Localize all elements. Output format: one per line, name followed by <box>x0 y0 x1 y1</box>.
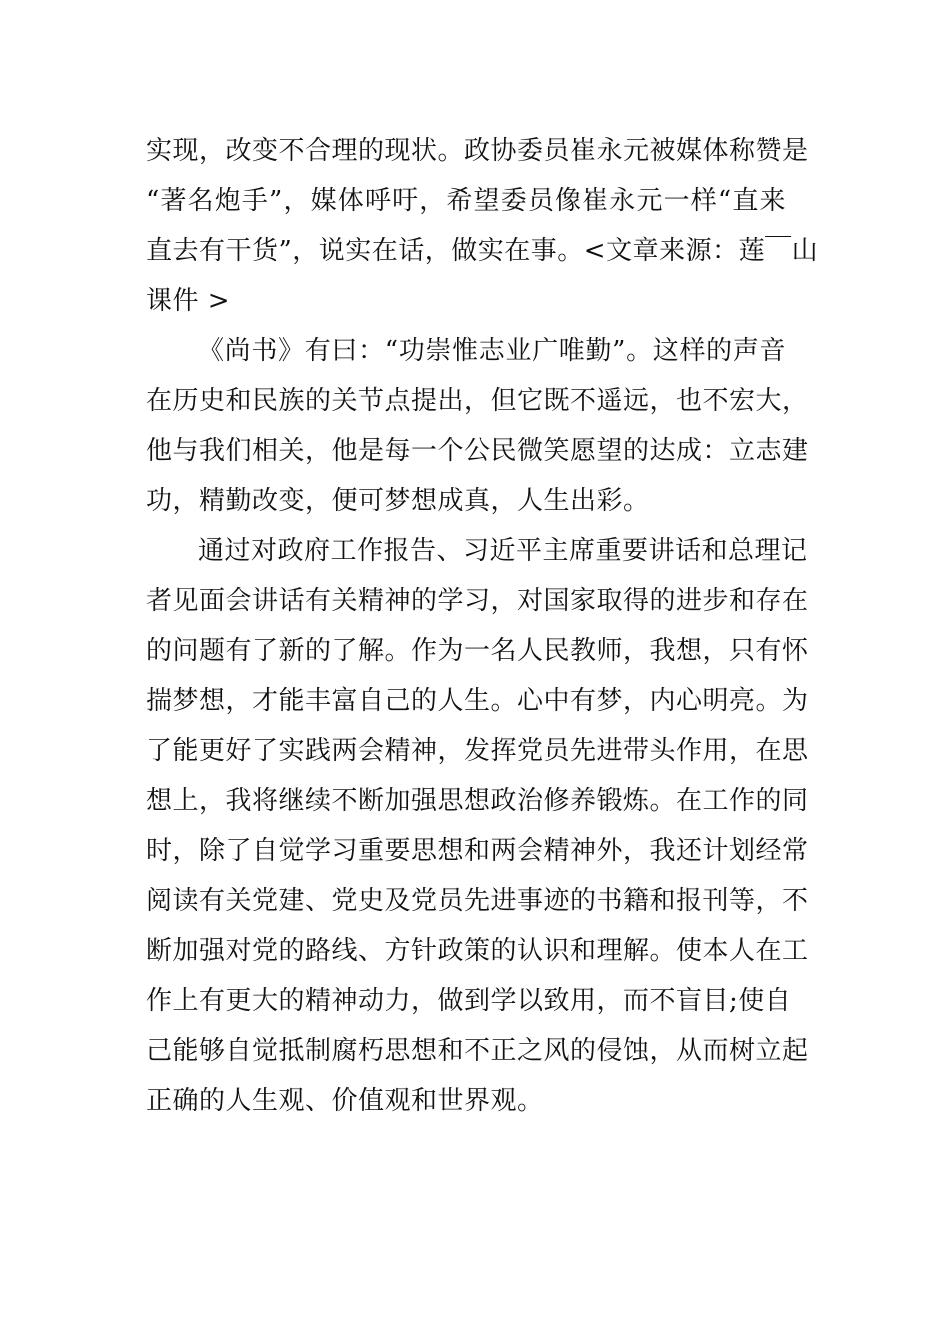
text-line: “著名炮手”，媒体呼吁，希望委员像崔永元一样“直来 <box>146 186 786 216</box>
text-line: 断加强对党的路线、方针政策的认识和理解。使本人在工 <box>146 936 809 966</box>
text-line: 直去有干货”，说实在话，做实在事。<文章来源：莲￣山 <box>146 236 819 266</box>
paragraph-2 <box>146 326 809 526</box>
text-line: 实现，改变不合理的现状。政协委员崔永元被媒体称赞是 <box>146 136 809 166</box>
text-line: 时，除了自觉学习重要思想和两会精神外，我还计划经常 <box>146 836 809 866</box>
text-line: 想上，我将继续不断加强思想政治修养锻炼。在工作的同 <box>146 786 809 816</box>
text-line: 课件 > <box>146 286 231 316</box>
text-line: 在历史和民族的关节点提出，但它既不遥远，也不宏大， <box>146 386 809 416</box>
text-line: 他与我们相关，他是每一个公民微笑愿望的达成：立志建 <box>146 436 809 466</box>
text-line: 通过对政府工作报告、习近平主席重要讲话和总理记 <box>198 536 808 566</box>
text-line: 了能更好了实践两会精神，发挥党员先进带头作用，在思 <box>146 736 809 766</box>
paragraph-3 <box>146 526 809 1126</box>
document-body <box>146 126 819 1126</box>
paragraph-1 <box>146 126 819 326</box>
text-line: 《尚书》有曰：“功崇惟志业广唯勤”。这样的声音 <box>198 336 786 366</box>
text-line: 者见面会讲话有关精神的学习，对国家取得的进步和存在 <box>146 586 809 616</box>
text-line: 阅读有关党建、党史及党员先进事迹的书籍和报刊等，不 <box>146 886 809 916</box>
text-line: 己能够自觉抵制腐朽思想和不正之风的侵蚀，从而树立起 <box>146 1036 809 1066</box>
text-line: 功，精勤改变，便可梦想成真，人生出彩。 <box>146 486 650 516</box>
text-line: 正确的人生观、价值观和世界观。 <box>146 1086 544 1116</box>
text-line: 揣梦想，才能丰富自己的人生。心中有梦，内心明亮。为 <box>146 686 809 716</box>
text-line: 的问题有了新的了解。作为一名人民教师，我想，只有怀 <box>146 636 809 666</box>
text-line: 作上有更大的精神动力，做到学以致用，而不盲目;使自 <box>146 986 792 1016</box>
